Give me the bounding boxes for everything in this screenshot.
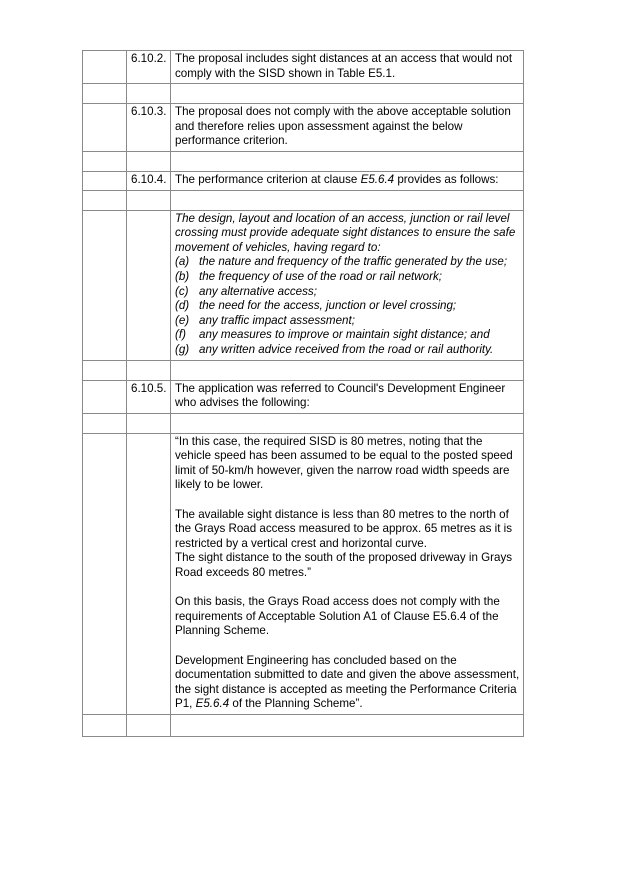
- list-item: (g) any written advice received from the road or rail authority.: [175, 342, 494, 356]
- table-row: [83, 84, 524, 104]
- clause-text: The performance criterion at clause E5.6.4 provides as follows:: [171, 171, 524, 190]
- engineer-advice-quote: [171, 433, 524, 714]
- advice-paragraph: Development Engineering has concluded based on the documentation submitted to date and given the above assessment, the sight distance is accepted as meeting the Performance Criteria P1, E5.6.4 of the Planning Scheme”.: [175, 653, 520, 711]
- clause-text: The proposal does not comply with the above acceptable solution and therefore relies upon assessment against the below performance criterion.: [171, 104, 524, 152]
- advice-paragraph: On this basis, the Grays Road access does not comply with the requirements of Acceptable Solution A1 of Clause E5.6.4 of the Planning Scheme.: [175, 595, 500, 638]
- clause-number: 6.10.3.: [127, 104, 171, 152]
- table-row: [83, 380, 524, 413]
- clause-number: 6.10.2.: [127, 51, 171, 84]
- table-row: [83, 413, 524, 433]
- advice-paragraph: The available sight distance is less than 80 metres to the north of the Grays Road access measured to be approx. 65 metres as it is restricted by a vertical crest and horizontal curve.: [175, 507, 513, 550]
- table-row: [83, 171, 524, 190]
- advice-paragraph: “In this case, the required SISD is 80 metres, noting that the vehicle speed has been assumed to be equal to the posted speed limit of 50-km/h however, given the narrow road width speeds are likely to be lower.: [175, 434, 513, 492]
- table-row: [83, 151, 524, 171]
- advice-paragraph: The sight distance to the south of the proposed driveway in Grays Road exceeds 80 metres.”: [175, 551, 513, 580]
- clause-reference: E5.6.4: [360, 172, 395, 186]
- table-row: [83, 104, 524, 152]
- table-row: [83, 210, 524, 360]
- list-item: (f) any measures to improve or maintain sight distance; and: [175, 328, 490, 342]
- clause-text: The proposal includes sight distances at an access that would not comply with the SISD shown in Table E5.1.: [171, 51, 524, 84]
- table-row: [83, 714, 524, 736]
- assessment-table: [82, 50, 524, 737]
- table-row: [83, 51, 524, 84]
- table-row: [83, 190, 524, 210]
- performance-criterion-quote: [171, 210, 524, 360]
- clause-number: 6.10.4.: [127, 171, 171, 190]
- table-row: [83, 433, 524, 714]
- list-item: (b) the frequency of use of the road or rail network;: [175, 269, 442, 283]
- list-item: (d) the need for the access, junction or level crossing;: [175, 299, 457, 313]
- criterion-intro: The design, layout and location of an access, junction or rail level crossing must provide adequate sight distances to ensure the safe movement of vehicles, having regard to:: [175, 211, 516, 254]
- list-item: (e) any traffic impact assessment;: [175, 313, 355, 327]
- clause-text: The application was referred to Council's Development Engineer who advises the following:: [171, 380, 524, 413]
- criterion-list: [175, 255, 520, 357]
- clause-reference: E5.6.4: [195, 697, 230, 711]
- list-item: (c) any alternative access;: [175, 284, 317, 298]
- list-item: (a) the nature and frequency of the traffic generated by the use;: [175, 255, 508, 269]
- table-row: [83, 360, 524, 380]
- clause-number: 6.10.5.: [127, 380, 171, 413]
